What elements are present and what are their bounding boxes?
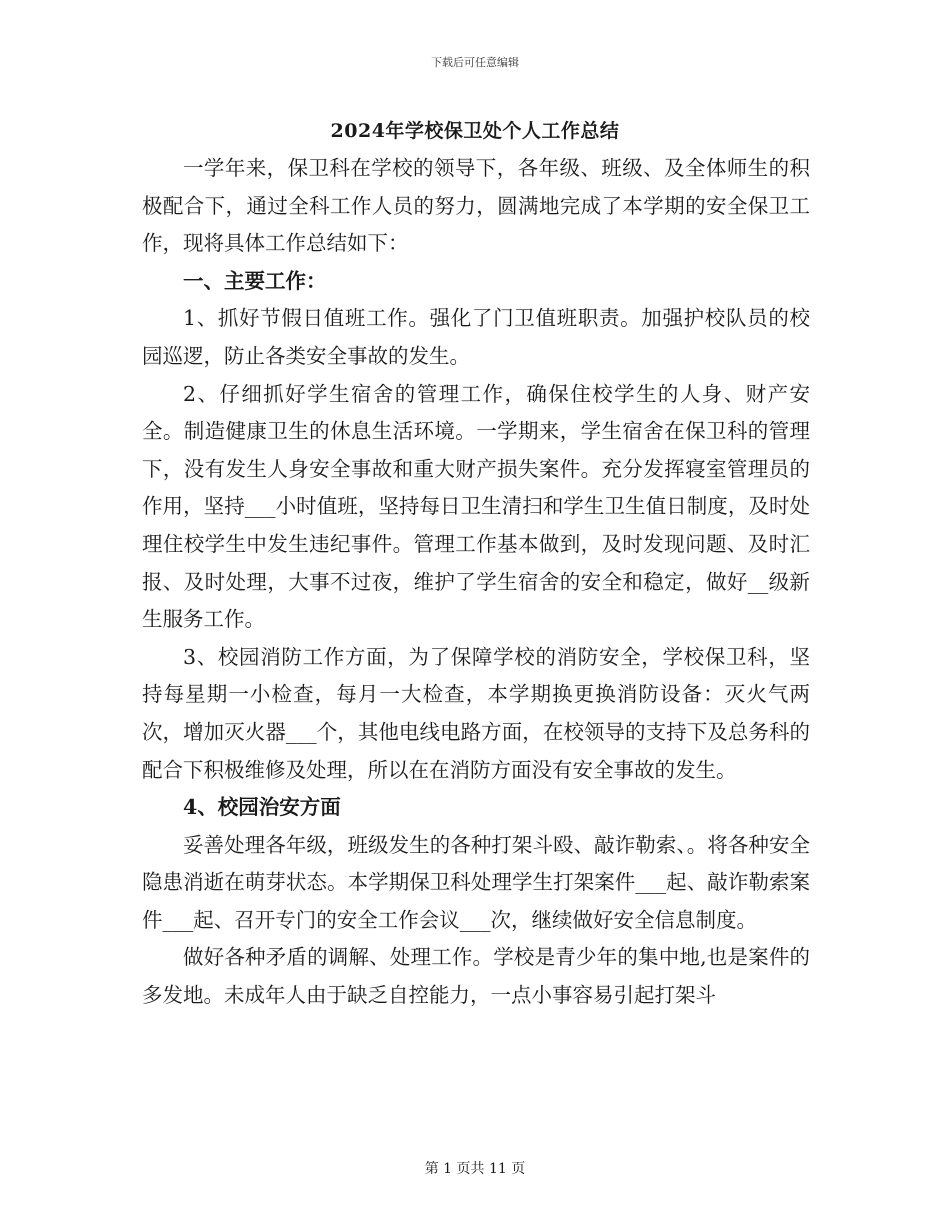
document-title: 2024年学校保卫处个人工作总结 <box>330 120 620 142</box>
section-heading-main-work: 一、主要工作： <box>183 268 327 293</box>
document-body <box>142 150 810 1015</box>
campus-security-paragraph: 妥善处理各年级，班级发生的各种打架斗殴、敲诈勒索、。将各种安全隐患消逝在萌芽状态。本学期保卫科处理学生打架案件___起、敲诈勒索案件___起、召开专门的安全工作会议___次，继续做好安全信息制度。 <box>142 832 810 932</box>
conflict-mediation-paragraph: 做好各种矛盾的调解、处理工作。学校是青少年的集中地,也是案件的多发地。未成年人由于缺乏自控能力，一点小事容易引起打架斗 <box>142 945 810 1008</box>
intro-paragraph: 一学年来，保卫科在学校的领导下，各年级、班级、及全体师生的积极配合下，通过全科工作人员的努力，圆满地完成了本学期的安全保卫工作，现将具体工作总结如下： <box>142 156 810 256</box>
item-holiday-duty: 1、抓好节假日值班工作。强化了门卫值班职责。加强护校队员的校园巡逻，防止各类安全事故的发生。 <box>142 306 810 368</box>
header-note: 下载后可任意编辑 <box>431 56 519 69</box>
page-number-footer: 第 1 页共 11 页 <box>424 1161 526 1177</box>
item-dormitory-management: 2、仔细抓好学生宿舍的管理工作，确保住校学生的人身、财产安全。制造健康卫生的休息生活环境。一学期来，学生宿舍在保卫科的管理下，没有发生人身安全事故和重大财产损失案件。充分发挥寝室管理员的作用，坚持___小时值班，坚持每日卫生清扫和学生卫生值日制度，及时处理住校学生中发生违纪事件。管理工作基本做到，及时发现问题、及时汇报、及时处理，大事不过夜，维护了学生宿舍的安全和稳定，做好__级新生服务工作。 <box>142 381 810 632</box>
item-fire-safety: 3、校园消防工作方面，为了保障学校的消防安全，学校保卫科，坚持每星期一小检查，每月一大检查，本学期换更换消防设备：灭火气两次，增加灭火器___个，其他电线电路方面，在校领导的支持下及总务科的配合下积极维修及处理，所以在在消防方面没有安全事故的发生。 <box>142 644 810 782</box>
section-heading-campus-security: 4、校园治安方面 <box>183 795 341 820</box>
